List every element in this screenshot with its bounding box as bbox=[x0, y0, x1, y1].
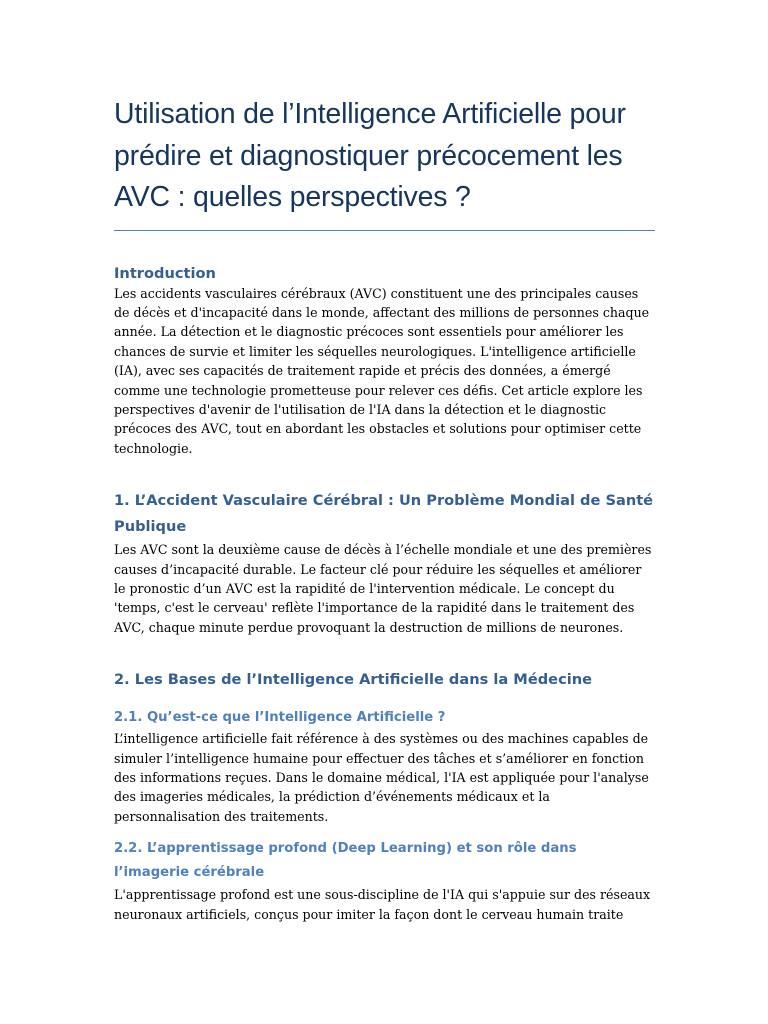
section-heading-2-1: 2.1. Qu’est-ce que l’Intelligence Artificielle ? bbox=[114, 710, 446, 726]
introduction-paragraph: Les accidents vasculaires cérébraux (AVC) constituent une des principales causes de décès et d'incapacité dans le monde, affectant des millions de personnes chaque année. La détection et le diagnostic précoces sont essentiels pour améliorer les chances de survie et limiter les séquelles neurologiques. L'intelligence artificielle (IA), avec ses capacités de traitement rapide et précis des données, a émergé comme une technologie prometteuse pour relever ces défis. Cet article explore les perspectives d'avenir de l'utilisation de l'IA dans la détection et le diagnostic précoces des AVC, tout en abordant les obstacles et solutions pour optimiser cette technologie. bbox=[114, 285, 650, 456]
section-2-1-paragraph: L’intelligence artificielle fait référence à des systèmes ou des machines capables de simuler l’intelligence humaine pour effectuer des tâches et s’améliorer en fonction des informations reçues. Dans le domaine médical, l'IA est appliquée pour l'analyse des imageries médicales, la prédiction d’événements médicaux et la personnalisation des traitements. bbox=[114, 731, 649, 824]
section-2-2-paragraph: L'apprentissage profond est une sous-discipline de l'IA qui s'appuie sur des réseaux neuronaux artificiels, conçus pour imiter la façon dont le cerveau humain traite bbox=[114, 887, 651, 922]
section-1-paragraph: Les AVC sont la deuxième cause de décès à l’échelle mondiale et une des premières causes d’incapacité durable. Le facteur clé pour réduire les séquelles et améliorer le pronostic d’un AVC est la rapidité de l'intervention médicale. Le concept du 'temps, c'est le cerveau' reflète l'importance de la rapidité dans le traitement des AVC, chaque minute perdue provoquant la destruction de millions de neurones. bbox=[114, 542, 652, 635]
section-heading-1: 1. L’Accident Vasculaire Cérébral : Un Problème Mondial de Santé Publique bbox=[114, 492, 654, 536]
section-heading-introduction: Introduction bbox=[114, 264, 216, 282]
document-content bbox=[114, 94, 655, 924]
section-heading-2: 2. Les Bases de l’Intelligence Artificielle dans la Médecine bbox=[114, 671, 593, 689]
title-underline-rule bbox=[114, 230, 655, 231]
document-title: Utilisation de l’Intelligence Artificielle pour prédire et diagnostiquer précocement les AVC : quelles perspectives ? bbox=[114, 98, 626, 213]
section-heading-2-2: 2.2. L’apprentissage profond (Deep Learning) et son rôle dans l’imagerie cérébrale bbox=[114, 841, 577, 881]
